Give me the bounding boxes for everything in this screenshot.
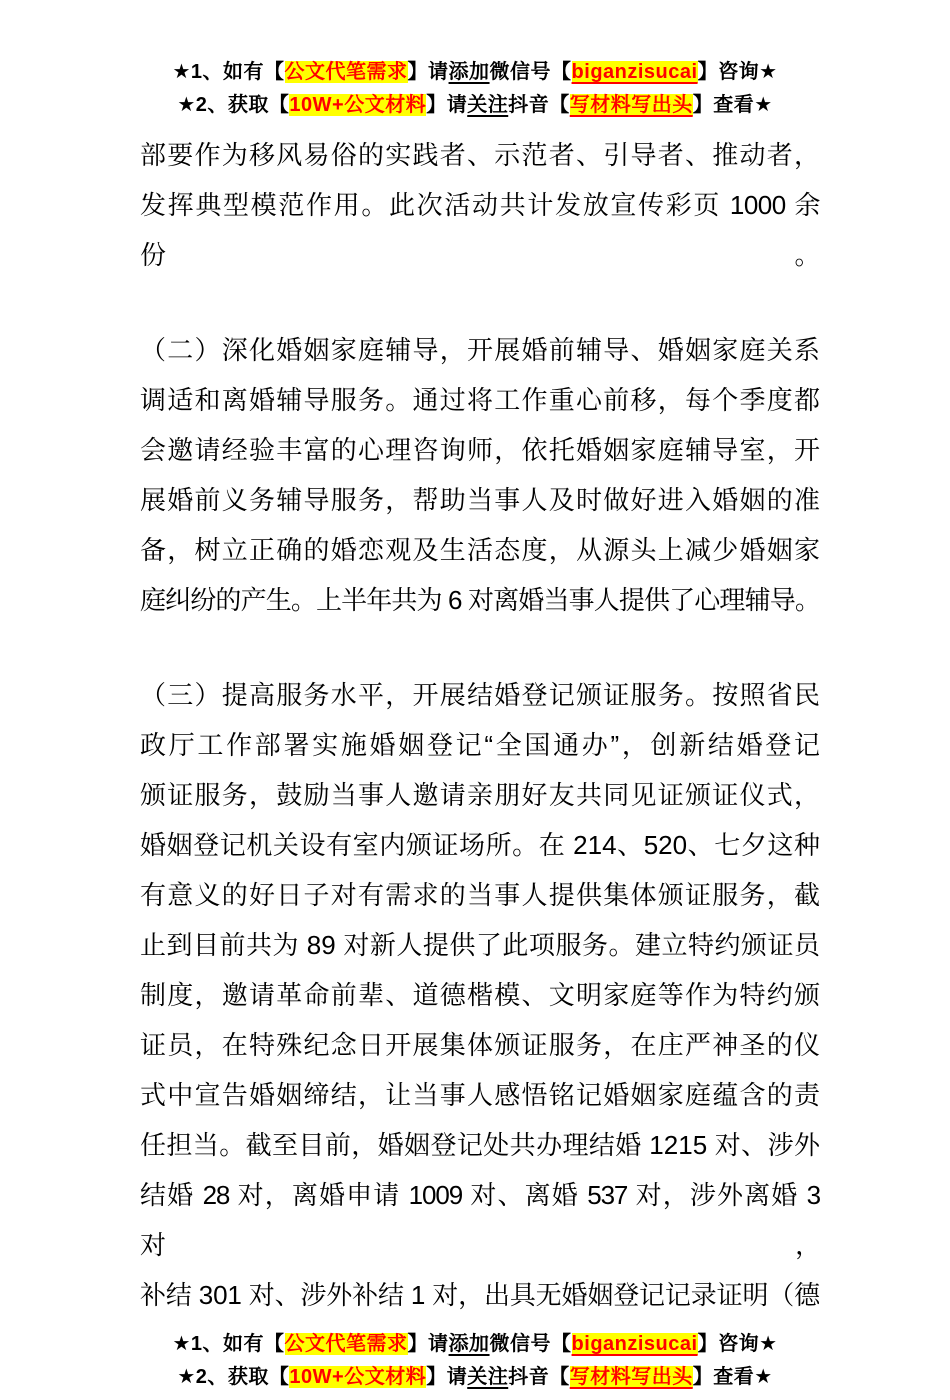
- body-line: 调适和离婚辅导服务。通过将工作重心前移，每个季度都: [140, 385, 820, 415]
- promo-wechat-id: biganzisucai: [571, 1333, 698, 1355]
- promo-text: 】咨询★: [697, 1333, 778, 1355]
- promo-highlight-materials: 10W+公文材料: [289, 94, 427, 116]
- promo-douyin-name: 写材料写出头: [569, 1366, 693, 1388]
- document-body: [140, 130, 820, 1320]
- promo-text: 】咨询★: [697, 61, 778, 83]
- promo-text: 】请: [426, 94, 468, 116]
- header-promo: [0, 56, 950, 122]
- body-line: 结婚 28 对，离婚申请 1009 对、离婚 537 对，涉外离婚 3 对，: [140, 1180, 820, 1260]
- body-line: 展婚前义务辅导服务，帮助当事人及时做好进入婚姻的准: [140, 485, 820, 515]
- body-line: 补结 301 对、涉外补结 1 对，出具无婚姻登记记录证明（德: [140, 1280, 820, 1310]
- promo-text: 微信号【: [489, 61, 572, 83]
- promo-text: 】请: [407, 61, 449, 83]
- body-line: 备，树立正确的婚恋观及生活态度，从源头上减少婚姻家: [140, 535, 820, 565]
- footer-promo: [0, 1328, 950, 1394]
- promo-underline-follow: 关注: [467, 94, 509, 116]
- body-line: （三）提高服务水平，开展结婚登记颁证服务。按照省民: [140, 680, 820, 710]
- body-line: 婚姻登记机关设有室内颁证场所。在 214、520、七夕这种: [140, 830, 820, 860]
- body-line: 任担当。截至目前，婚姻登记处共办理结婚 1215 对、涉外: [140, 1130, 820, 1160]
- promo-highlight-materials: 10W+公文材料: [289, 1366, 427, 1388]
- promo-text: 抖音【: [508, 1366, 570, 1388]
- body-line: （二）深化婚姻家庭辅导，开展婚前辅导、婚姻家庭关系: [140, 335, 820, 365]
- footer-promo-line-1: [0, 1328, 950, 1361]
- body-line: 颁证服务，鼓励当事人邀请亲朋好友共同见证颁证仪式，: [140, 780, 820, 810]
- body-line: 式中宣告婚姻缔结，让当事人感悟铭记婚姻家庭蕴含的责: [140, 1080, 820, 1110]
- promo-text: 抖音【: [508, 94, 570, 116]
- paragraph-3: [140, 670, 820, 1320]
- promo-text: 】查看★: [692, 94, 773, 116]
- promo-text: 】请: [426, 1366, 468, 1388]
- promo-text: 】查看★: [692, 1366, 773, 1388]
- body-line: 部要作为移风易俗的实践者、示范者、引导者、推动者，: [140, 140, 820, 170]
- body-line: 证员，在特殊纪念日开展集体颁证服务，在庄严神圣的仪: [140, 1030, 820, 1060]
- header-promo-line-2: [0, 89, 950, 122]
- body-line: 庭纠纷的产生。上半年共为 6 对离婚当事人提供了心理辅导。: [140, 585, 820, 615]
- body-line: 制度，邀请革命前辈、道德楷模、文明家庭等作为特约颁: [140, 980, 820, 1010]
- promo-text: ★1、如有【: [172, 61, 285, 83]
- promo-text: ★2、获取【: [177, 94, 290, 116]
- promo-highlight-writing-service: 公文代笔需求: [284, 1333, 408, 1355]
- promo-wechat-id: biganzisucai: [571, 61, 698, 83]
- document-page: [0, 56, 950, 1400]
- paragraph-1: [140, 130, 820, 280]
- promo-underline-follow: 关注: [467, 1366, 509, 1388]
- footer-promo-line-2: [0, 1361, 950, 1394]
- body-line: 政厅工作部署实施婚姻登记“全国通办”，创新结婚登记: [140, 730, 820, 760]
- promo-text: ★2、获取【: [177, 1366, 290, 1388]
- body-line: 会邀请经验丰富的心理咨询师，依托婚姻家庭辅导室，开: [140, 435, 820, 465]
- promo-text: ★1、如有【: [172, 1333, 285, 1355]
- promo-douyin-name: 写材料写出头: [569, 94, 693, 116]
- promo-highlight-writing-service: 公文代笔需求: [284, 61, 408, 83]
- promo-text: 微信号【: [489, 1333, 572, 1355]
- body-line: 有意义的好日子对有需求的当事人提供集体颁证服务，截: [140, 880, 820, 910]
- body-line: 止到目前共为 89 对新人提供了此项服务。建立特约颁证员: [140, 930, 820, 960]
- promo-underline-add: 添加: [448, 1333, 490, 1355]
- body-line: 发挥典型模范作用。此次活动共计发放宣传彩页 1000 余份。: [140, 190, 820, 270]
- header-promo-line-1: [0, 56, 950, 89]
- promo-text: 】请: [407, 1333, 449, 1355]
- paragraph-2: [140, 325, 820, 625]
- promo-underline-add: 添加: [448, 61, 490, 83]
